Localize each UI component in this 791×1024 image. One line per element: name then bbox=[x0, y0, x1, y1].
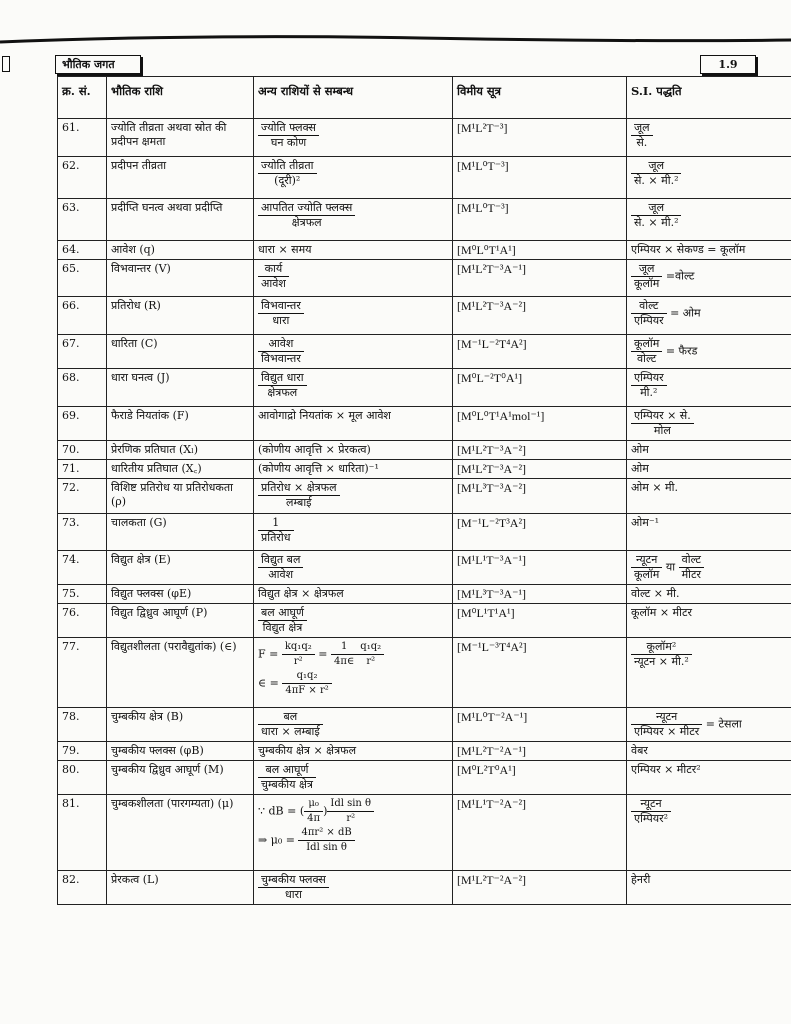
quantity-name: ज्योति तीव्रता अथवा स्रोत की प्रदीपन क्षमता bbox=[107, 119, 254, 157]
denominator: r² bbox=[346, 813, 356, 824]
formula-line-1 bbox=[258, 640, 448, 669]
relation-cell bbox=[254, 761, 453, 795]
quantity-name: विद्युत द्विध्रुव आघूर्ण (P) bbox=[107, 604, 254, 638]
page-number: 1.9 bbox=[700, 55, 756, 74]
si-unit-cell bbox=[627, 708, 791, 742]
si-unit-cell bbox=[627, 157, 791, 199]
denominator: मीटर bbox=[681, 568, 702, 581]
si-unit-cell bbox=[627, 441, 791, 460]
numerator: एम्पियर × से. bbox=[631, 409, 694, 424]
serial-number: 63. bbox=[58, 199, 107, 241]
fraction bbox=[631, 121, 653, 150]
fraction bbox=[258, 159, 317, 188]
table-row bbox=[58, 871, 791, 905]
denominator: आवेश bbox=[268, 568, 294, 581]
dimensional-formula: [M¹L³T⁻³A⁻²] bbox=[453, 479, 627, 514]
table-row bbox=[58, 297, 791, 335]
denominator: एम्पियर² bbox=[634, 812, 668, 825]
denominator: कूलॉम bbox=[634, 277, 660, 290]
numerator: कूलॉम bbox=[631, 337, 662, 352]
quantity-name: धारितीय प्रतिघात (X꜀) bbox=[107, 460, 254, 479]
si-unit-cell bbox=[627, 297, 791, 335]
quantity-name: चुम्बकशीलता (पारगम्यता) (μ) bbox=[107, 795, 254, 871]
table-row bbox=[58, 795, 791, 871]
numerator: 4πr² × dB bbox=[298, 826, 354, 841]
page-top-border bbox=[0, 30, 791, 50]
fraction bbox=[282, 640, 315, 669]
fraction bbox=[258, 201, 355, 230]
quantity-name: चालकता (G) bbox=[107, 514, 254, 551]
serial-number: 82. bbox=[58, 871, 107, 905]
quantity-name: चुम्बकीय क्षेत्र (B) bbox=[107, 708, 254, 742]
biot-savart-formula bbox=[258, 797, 448, 855]
fraction bbox=[631, 201, 681, 230]
or-text: या bbox=[662, 560, 679, 574]
fraction bbox=[631, 553, 662, 582]
si-unit-cell bbox=[627, 742, 791, 761]
si-unit-cell bbox=[627, 479, 791, 514]
numerator: ज्योति तीव्रता bbox=[258, 159, 317, 174]
quantity-name: धारिता (C) bbox=[107, 335, 254, 369]
dimensional-formula: [M⁰L²T⁰A¹] bbox=[453, 761, 627, 795]
numerator: बल bbox=[258, 710, 323, 725]
fraction bbox=[258, 299, 304, 328]
fraction bbox=[631, 710, 702, 739]
serial-number: 68. bbox=[58, 369, 107, 407]
serial-number: 69. bbox=[58, 407, 107, 441]
denominator: आवेश bbox=[261, 277, 286, 290]
table-row bbox=[58, 407, 791, 441]
cell-text: वोल्ट × मी. bbox=[631, 587, 680, 600]
denominator: से. × मी.² bbox=[634, 174, 679, 187]
si-unit-cell bbox=[627, 407, 791, 441]
numerator: आवेश bbox=[258, 337, 304, 352]
numerator: एम्पियर bbox=[631, 371, 667, 386]
numerator: q₁q₂ bbox=[357, 640, 384, 655]
dimensional-formula: [M¹L²T⁻³A⁻¹] bbox=[453, 260, 627, 297]
relation-cell bbox=[254, 260, 453, 297]
denominator: घन कोण bbox=[270, 136, 307, 149]
cell-text: एम्पियर × मीटर² bbox=[631, 763, 701, 776]
dimensional-formula: [M¹L¹T⁻³A⁻¹] bbox=[453, 551, 627, 585]
formula-lhs: F = bbox=[258, 647, 282, 661]
table-row bbox=[58, 604, 791, 638]
fraction bbox=[298, 826, 354, 855]
coulomb-law-formula bbox=[258, 640, 448, 698]
unit-equals: =वोल्ट bbox=[662, 269, 695, 283]
serial-number: 75. bbox=[58, 585, 107, 604]
serial-number: 62. bbox=[58, 157, 107, 199]
dimensional-formula: [M⁻¹L⁻²T⁴A²] bbox=[453, 335, 627, 369]
serial-number: 65. bbox=[58, 260, 107, 297]
chapter-title: भौतिक जगत bbox=[55, 55, 141, 74]
quantity-name: विशिष्ट प्रतिरोध या प्रतिरोधकता (ρ) bbox=[107, 479, 254, 514]
serial-number: 73. bbox=[58, 514, 107, 551]
paren: ( bbox=[299, 804, 305, 818]
si-unit-cell bbox=[627, 604, 791, 638]
cell-text: वेबर bbox=[631, 744, 648, 757]
fraction bbox=[631, 262, 662, 291]
numerator: जूल bbox=[631, 121, 653, 136]
quantity-name: प्रेरणिक प्रतिघात (Xₗ) bbox=[107, 441, 254, 460]
denominator: न्यूटन × मी.² bbox=[634, 655, 689, 668]
cell-text: चुम्बकीय क्षेत्र × क्षेत्रफल bbox=[258, 744, 357, 757]
fraction bbox=[631, 409, 694, 438]
table-row bbox=[58, 460, 791, 479]
col-header-serial: क्र. सं. bbox=[58, 77, 107, 119]
denominator: एम्पियर × मीटर bbox=[634, 725, 700, 738]
cell-text: कूलॉम × मीटर bbox=[631, 606, 693, 619]
denominator: Idl sin θ bbox=[306, 842, 347, 853]
denominator: 4πF × r² bbox=[285, 685, 329, 696]
dimensional-formula: [M⁰L⁰T¹A¹] bbox=[453, 241, 627, 260]
fraction bbox=[357, 640, 384, 669]
equals: = bbox=[314, 647, 331, 661]
numerator: μ₀ bbox=[304, 797, 323, 812]
fraction bbox=[258, 553, 303, 582]
table-row bbox=[58, 260, 791, 297]
table-row bbox=[58, 369, 791, 407]
table-row bbox=[58, 585, 791, 604]
fraction bbox=[631, 337, 662, 366]
denominator: r² bbox=[366, 656, 376, 667]
table-row bbox=[58, 119, 791, 157]
si-unit-cell bbox=[627, 514, 791, 551]
quantity-name: फैराडे नियतांक (F) bbox=[107, 407, 254, 441]
relation-cell bbox=[254, 708, 453, 742]
formula-lhs: ⇒ μ₀ = bbox=[258, 833, 299, 847]
paren: ) bbox=[323, 804, 328, 818]
denominator: एम्पियर bbox=[634, 314, 664, 327]
table-row bbox=[58, 157, 791, 199]
quantity-name: प्रदीप्ति घनत्व अथवा प्रदीप्ति bbox=[107, 199, 254, 241]
quantity-name: प्रेरकत्व (L) bbox=[107, 871, 254, 905]
denominator: मी.² bbox=[640, 386, 658, 399]
dimensional-formula: [M¹L⁰T⁻³] bbox=[453, 199, 627, 241]
unit-equals: = फैरड bbox=[662, 344, 698, 358]
relation-cell bbox=[254, 119, 453, 157]
fraction bbox=[258, 262, 289, 291]
serial-number: 64. bbox=[58, 241, 107, 260]
denominator: 4π bbox=[307, 813, 321, 824]
serial-number: 61. bbox=[58, 119, 107, 157]
cell-text: ओम bbox=[631, 462, 649, 475]
unit-equals: = ओम bbox=[666, 306, 701, 320]
numerator: बल आघूर्ण bbox=[258, 606, 307, 621]
numerator: चुम्बकीय फ्लक्स bbox=[258, 873, 329, 888]
quantity-name: प्रतिरोध (R) bbox=[107, 297, 254, 335]
col-header-relation: अन्य राशियों से सम्बन्ध bbox=[254, 77, 453, 119]
cell-text: आवोगाद्रो नियतांक × मूल आवेश bbox=[258, 409, 391, 422]
numerator: 1 bbox=[258, 516, 294, 531]
formula-line-2 bbox=[258, 826, 448, 855]
fraction bbox=[304, 797, 323, 826]
dimensional-formula: [M¹L²T⁻³] bbox=[453, 119, 627, 157]
si-unit-cell bbox=[627, 199, 791, 241]
numerator: विद्युत बल bbox=[258, 553, 303, 568]
serial-number: 80. bbox=[58, 761, 107, 795]
denominator: विद्युत क्षेत्र bbox=[262, 621, 303, 634]
denominator: क्षेत्रफल bbox=[267, 386, 298, 399]
serial-number: 78. bbox=[58, 708, 107, 742]
fraction bbox=[258, 606, 307, 635]
cell-text: हेनरी bbox=[631, 873, 651, 886]
denominator: 4π∈ bbox=[333, 656, 355, 667]
numerator: जूल bbox=[631, 159, 681, 174]
relation-cell bbox=[254, 369, 453, 407]
denominator: कूलॉम bbox=[634, 568, 660, 581]
relation-cell bbox=[254, 514, 453, 551]
dimensional-formula: [M¹L²T⁻²A⁻¹] bbox=[453, 742, 627, 761]
table-row bbox=[58, 514, 791, 551]
serial-number: 66. bbox=[58, 297, 107, 335]
numerator: जूल bbox=[631, 201, 681, 216]
numerator: प्रतिरोध × क्षेत्रफल bbox=[258, 481, 340, 496]
quantity-name: चुम्बकीय फ्लक्स (φB) bbox=[107, 742, 254, 761]
fraction bbox=[258, 710, 323, 739]
dimensional-formula: [M¹L²T⁻³A⁻²] bbox=[453, 297, 627, 335]
relation-cell bbox=[254, 795, 453, 871]
numerator: विद्युत धारा bbox=[258, 371, 307, 386]
fraction bbox=[258, 763, 316, 792]
serial-number: 67. bbox=[58, 335, 107, 369]
dimensional-formula: [M¹L⁰T⁻³] bbox=[453, 157, 627, 199]
numerator: कार्य bbox=[258, 262, 289, 277]
dimensional-formula: [M⁰L⁻²T⁰A¹] bbox=[453, 369, 627, 407]
fraction bbox=[258, 121, 319, 150]
relation-cell bbox=[254, 871, 453, 905]
numerator: न्यूटन bbox=[631, 553, 662, 568]
si-unit-cell bbox=[627, 585, 791, 604]
si-unit-cell bbox=[627, 795, 791, 871]
relation-cell bbox=[254, 441, 453, 460]
cell-text: ओम bbox=[631, 443, 649, 456]
denominator: क्षेत्रफल bbox=[291, 216, 322, 229]
denominator: से. × मी.² bbox=[634, 216, 679, 229]
cell-text: (कोणीय आवृत्ति × धारिता)⁻¹ bbox=[258, 462, 379, 475]
denominator: r² bbox=[293, 656, 303, 667]
relation-cell bbox=[254, 638, 453, 708]
denominator: धारा × लम्बाई bbox=[261, 725, 320, 738]
dimensional-formula: [M¹L²T⁻³A⁻²] bbox=[453, 460, 627, 479]
cell-text: विद्युत क्षेत्र × क्षेत्रफल bbox=[258, 587, 344, 600]
fraction bbox=[282, 669, 331, 698]
relation-cell bbox=[254, 551, 453, 585]
serial-number: 81. bbox=[58, 795, 107, 871]
numerator: आपतित ज्योति फ्लक्स bbox=[258, 201, 355, 216]
fraction bbox=[631, 797, 671, 826]
numerator: Idl sin θ bbox=[327, 797, 374, 812]
table-row bbox=[58, 441, 791, 460]
quantity-name: विद्युत फ्लक्स (φE) bbox=[107, 585, 254, 604]
table-row bbox=[58, 335, 791, 369]
numerator: जूल bbox=[631, 262, 662, 277]
si-unit-cell bbox=[627, 241, 791, 260]
table-row bbox=[58, 708, 791, 742]
dimensional-formula: [M¹L³T⁻³A⁻¹] bbox=[453, 585, 627, 604]
relation-cell bbox=[254, 604, 453, 638]
table-header-row bbox=[58, 77, 791, 119]
serial-number: 77. bbox=[58, 638, 107, 708]
formula-line-2 bbox=[258, 669, 448, 698]
numerator: वोल्ट bbox=[631, 299, 667, 314]
relation-cell bbox=[254, 407, 453, 441]
cell-text: ओम × मी. bbox=[631, 481, 678, 494]
formula-lhs: ∵ dB = bbox=[258, 804, 300, 818]
cell-text: ओम⁻¹ bbox=[631, 516, 660, 529]
cell-text: धारा × समय bbox=[258, 243, 312, 256]
denominator: प्रतिरोध bbox=[261, 531, 291, 544]
numerator: विभवान्तर bbox=[258, 299, 304, 314]
si-unit-cell bbox=[627, 638, 791, 708]
table-row bbox=[58, 241, 791, 260]
fraction bbox=[327, 797, 374, 826]
left-edge-mark bbox=[2, 56, 10, 72]
dimensional-formula: [M⁻¹L⁻²T³A²] bbox=[453, 514, 627, 551]
table-row bbox=[58, 199, 791, 241]
dimensional-formula: [M⁻¹L⁻³T⁴A²] bbox=[453, 638, 627, 708]
fraction bbox=[258, 481, 340, 510]
quantity-name: विभवान्तर (V) bbox=[107, 260, 254, 297]
quantity-name: चुम्बकीय द्विध्रुव आघूर्ण (M) bbox=[107, 761, 254, 795]
relation-cell bbox=[254, 585, 453, 604]
relation-cell bbox=[254, 460, 453, 479]
relation-cell bbox=[254, 479, 453, 514]
table-row bbox=[58, 479, 791, 514]
table-body bbox=[58, 119, 791, 905]
fraction bbox=[631, 371, 667, 400]
formula-lhs: ∈ = bbox=[258, 676, 283, 690]
col-header-quantity: भौतिक राशि bbox=[107, 77, 254, 119]
relation-cell bbox=[254, 199, 453, 241]
fraction bbox=[631, 159, 681, 188]
serial-number: 79. bbox=[58, 742, 107, 761]
fraction bbox=[258, 516, 294, 545]
denominator: (दूरी)² bbox=[274, 174, 301, 187]
serial-number: 72. bbox=[58, 479, 107, 514]
denominator: मोल bbox=[653, 424, 671, 437]
serial-number: 74. bbox=[58, 551, 107, 585]
physical-quantities-table bbox=[57, 76, 791, 905]
relation-cell bbox=[254, 157, 453, 199]
numerator: न्यूटन bbox=[631, 797, 671, 812]
si-unit-cell bbox=[627, 335, 791, 369]
unit-equals: = टेसला bbox=[702, 717, 742, 731]
numerator: q₁q₂ bbox=[282, 669, 331, 684]
relation-cell bbox=[254, 297, 453, 335]
serial-number: 76. bbox=[58, 604, 107, 638]
fraction bbox=[631, 640, 692, 669]
denominator: वोल्ट bbox=[637, 352, 657, 365]
si-unit-cell bbox=[627, 761, 791, 795]
fraction bbox=[258, 337, 304, 366]
cell-text: एम्पियर × सेकण्ड = कूलॉम bbox=[631, 243, 746, 256]
formula-line-1 bbox=[258, 797, 448, 826]
fraction bbox=[258, 873, 329, 902]
si-unit-cell bbox=[627, 460, 791, 479]
denominator: विभवान्तर bbox=[261, 352, 301, 365]
fraction bbox=[679, 553, 704, 582]
relation-cell bbox=[254, 241, 453, 260]
numerator: कूलॉम² bbox=[631, 640, 692, 655]
numerator: ज्योति फ्लक्स bbox=[258, 121, 319, 136]
col-header-dimension: विमीय सूत्र bbox=[453, 77, 627, 119]
fraction bbox=[631, 299, 667, 328]
si-unit-cell bbox=[627, 119, 791, 157]
dimensional-formula: [M¹L⁰T⁻²A⁻¹] bbox=[453, 708, 627, 742]
denominator: धारा bbox=[272, 314, 290, 327]
cell-text: (कोणीय आवृत्ति × प्रेरकत्व) bbox=[258, 443, 371, 456]
table-row bbox=[58, 638, 791, 708]
denominator: लम्बाई bbox=[286, 496, 312, 509]
dimensional-formula: [M⁰L¹T¹A¹] bbox=[453, 604, 627, 638]
relation-cell bbox=[254, 742, 453, 761]
serial-number: 70. bbox=[58, 441, 107, 460]
numerator: न्यूटन bbox=[631, 710, 702, 725]
quantity-name: प्रदीपन तीव्रता bbox=[107, 157, 254, 199]
table-row bbox=[58, 761, 791, 795]
denominator: धारा bbox=[284, 888, 302, 901]
table-row bbox=[58, 551, 791, 585]
table-row bbox=[58, 742, 791, 761]
si-unit-cell bbox=[627, 260, 791, 297]
numerator: kq₁q₂ bbox=[282, 640, 315, 655]
dimensional-formula: [M⁰L⁰T¹A¹mol⁻¹] bbox=[453, 407, 627, 441]
dimensional-formula: [M¹L¹T⁻²A⁻²] bbox=[453, 795, 627, 871]
fraction bbox=[258, 371, 307, 400]
relation-cell bbox=[254, 335, 453, 369]
quantity-name: धारा घनत्व (J) bbox=[107, 369, 254, 407]
serial-number: 71. bbox=[58, 460, 107, 479]
col-header-si-unit: S.I. पद्धति bbox=[627, 77, 791, 119]
si-unit-cell bbox=[627, 871, 791, 905]
numerator: बल आघूर्ण bbox=[258, 763, 316, 778]
fraction bbox=[331, 640, 357, 669]
numerator: वोल्ट bbox=[679, 553, 704, 568]
denominator: चुम्बकीय क्षेत्र bbox=[261, 778, 313, 791]
denominator: से. bbox=[636, 136, 648, 149]
quantity-name: आवेश (q) bbox=[107, 241, 254, 260]
numerator: 1 bbox=[331, 640, 357, 655]
quantity-name: विद्युतशीलता (परावैद्युतांक) (∈) bbox=[107, 638, 254, 708]
quantity-name: विद्युत क्षेत्र (E) bbox=[107, 551, 254, 585]
dimensional-formula: [M¹L²T⁻³A⁻²] bbox=[453, 441, 627, 460]
si-unit-cell bbox=[627, 369, 791, 407]
dimensional-formula: [M¹L²T⁻²A⁻²] bbox=[453, 871, 627, 905]
si-unit-cell bbox=[627, 551, 791, 585]
